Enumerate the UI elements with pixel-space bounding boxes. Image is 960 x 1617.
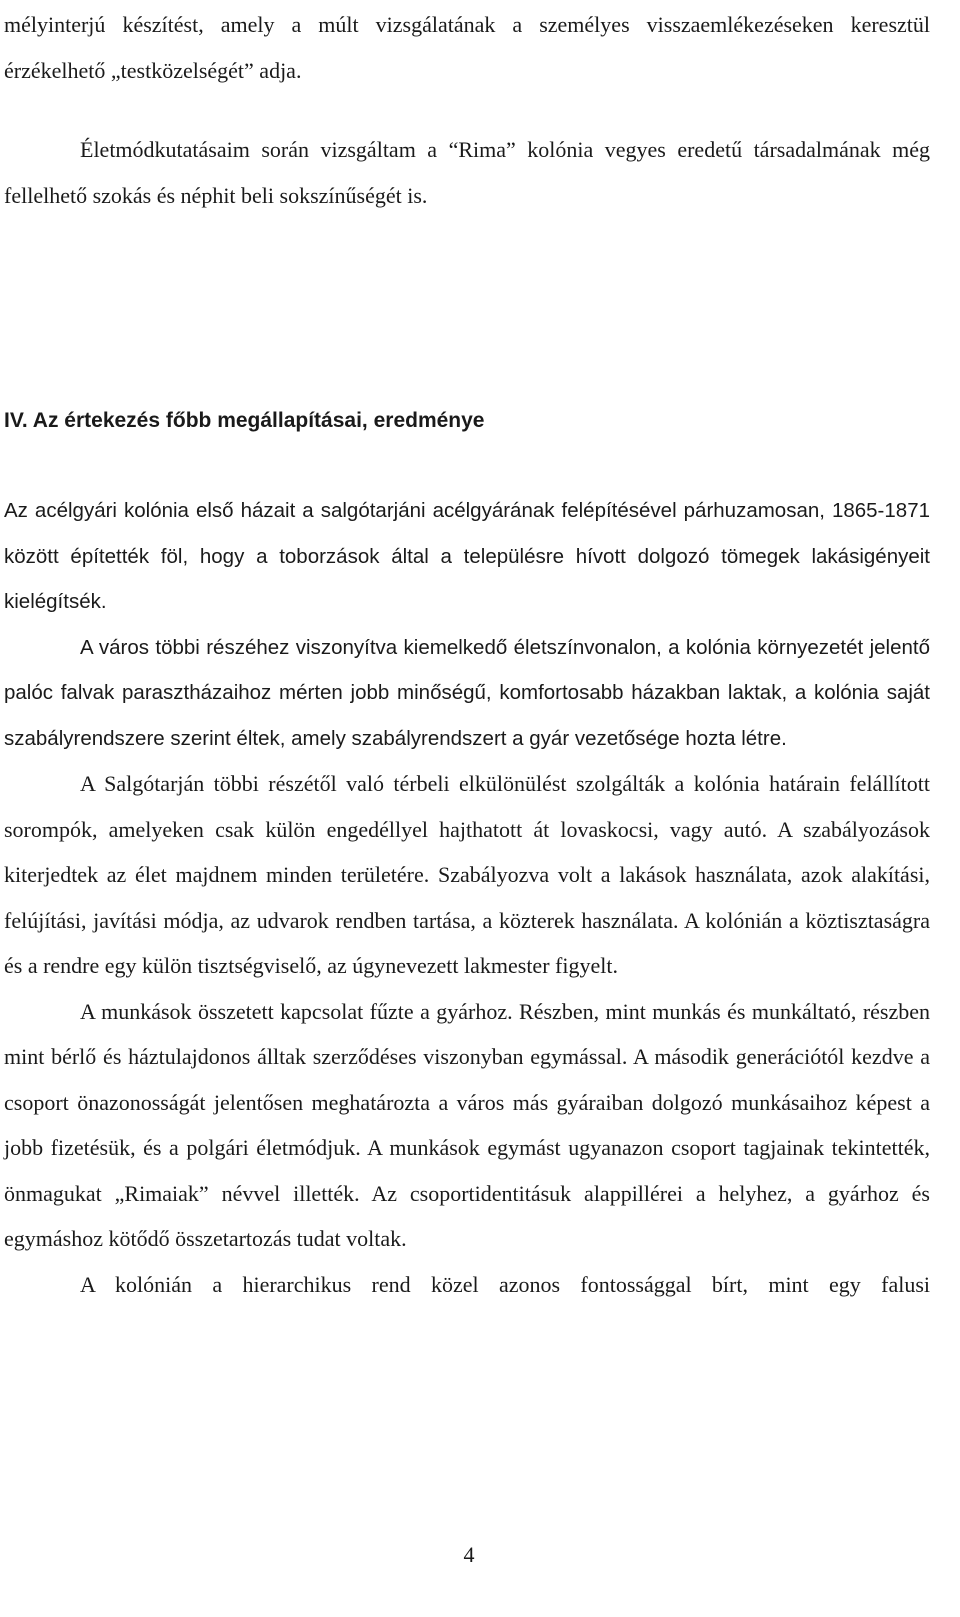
paragraph-colony-houses: Az acélgyári kolónia első házait a salgótarjáni acélgyárának felépítésével párhuzamosan, 1865-1871 között építették föl, hogy a toborzások által a településre hívott dolgozó tömegek lakásigényeit kielégítsék. (4, 499, 930, 613)
paragraph-worker-relations: A munkások összetett kapcsolat fűzte a gyárhoz. Részben, mint munkás és munkáltató, részben mint bérlő és háztulajdonos álltak szerződéses viszonyban egymással. A második generációtól kezdve a csoport önazonosságát jelentősen meghatározta a város más gyáraiban dolgozó munkásaihoz képest a jobb fizetésük, és a polgári életmódjuk. A munkások egymást ugyanazon csoport tagjainak tekintették, önmagukat „Rimaiak” névvel illették. Az csoportidentitásuk alappillérei a helyhez, a gyárhoz és egymáshoz kötődő összetartozás tudat voltak. (4, 998, 930, 1251)
paragraph-intro-continued: mélyinterjú készítést, amely a múlt vizsgálatának a személyes visszaemlékezéseken keresztül érzékelhető „testközelségét” adja. (4, 12, 930, 83)
paragraph-lifestyle-research: Életmódkutatásaim során vizsgáltam a “Rima” kolónia vegyes eredetű társadalmának még fellelhető szokás és néphit beli sokszínűségét is. (4, 137, 930, 208)
paragraph-hierarchy: A kolónián a hierarchikus rend közel azonos fontossággal bírt, mint egy falusi (80, 1271, 930, 1297)
paragraph-spatial-separation: A Salgótarján többi részétől való térbeli elkülönülést szolgálták a kolónia határain felállított sorompók, amelyeken csak külön engedéllyel hajthatott át lovaskocsi, vagy autó. A szabályozások kiterjedtek az élet majdnem minden területére. Szabályozva volt a lakások használata, azok alakítási, felújítási, javítási módja, az udvarok rendben tartása, a közterek használata. A kolónián a köztisztaságra és a rendre egy külön tisztségviselő, az úgynevezett lakmester figyelt. (4, 771, 930, 978)
section-body (4, 488, 930, 1307)
page-number: 4 (463, 1542, 475, 1567)
paragraph-living-standard: A város többi részéhez viszonyítva kiemelkedő életszínvonalon, a kolónia környezetét jelentő palóc falvak parasztházaihoz mérten jobb minőségű, komfortosabb házakban laktak, a kolónia saját szabályrendszere szerint éltek, amely szabályrendszert a gyár vezetősége hozta létre. (4, 635, 930, 750)
section-heading: IV. Az értekezés főbb megállapításai, eredménye (4, 409, 485, 432)
